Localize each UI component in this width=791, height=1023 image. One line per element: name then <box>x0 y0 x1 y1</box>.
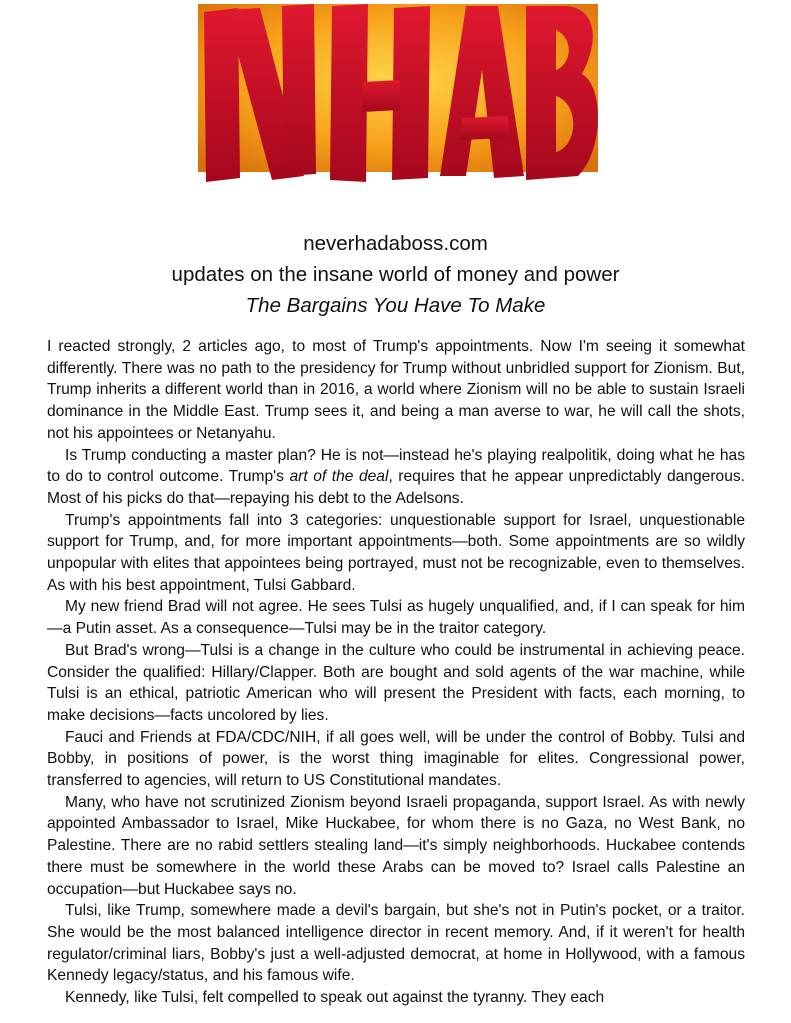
site-tagline: updates on the insane world of money and power <box>171 263 620 286</box>
book-title-art-of-the-deal: art of the deal <box>289 468 389 486</box>
article-paragraph-4: My new friend Brad will not agree. He sees Tulsi as hugely unqualified, and, if I can speak for him—a Putin asset. As a consequence—Tulsi may be in the traitor category. <box>47 598 745 638</box>
article-paragraph-3: Trump's appointments fall into 3 categories: unquestionable support for Israel, unquestionable support for Trump, and, for more important appointments—both. Some appointments are so wildly unpopular with elites that appointees being portrayed, must not be recognizable, even to themselves. As with his best appointment, Tulsi Gabbard. <box>47 511 745 594</box>
nhab-logo-graphic <box>194 0 602 185</box>
article-paragraph-8: Tulsi, like Trump, somewhere made a devil's bargain, but she's not in Putin's pocket, or a traitor. She would be the most balanced intelligence director in recent memory. And, if it weren't for health regulator/criminal liars, Bobby's just a well-adjusted democrat, at home in Hollywood, with a famous Kennedy legacy/status, and his famous wife. <box>47 902 745 985</box>
article-paragraph-9: Kennedy, like Tulsi, felt compelled to speak out against the tyranny. They each <box>65 989 605 1007</box>
logo-letter-b <box>526 6 598 180</box>
paragraph-2-text-end: , requires that he appear unpredictably dangerous. Most of his picks do that—repaying his debt to the Adelsons. <box>47 468 745 507</box>
article-paragraph-7: Many, who have not scrutinized Zionism beyond Israeli propaganda, support Israel. As with newly appointed Ambassador to Israel, Mike Huckabee, for whom there is no Gaza, no West Bank, no Palestine. There are no rabid settlers stealing land—it's simply neighborhoods. Huckabee contends there must be somewhere in the world these Arabs can be moved to? Israel calls Palestine an occupation—but Huckabee says no. <box>47 793 745 898</box>
site-logo[interactable] <box>194 0 602 185</box>
article-paragraph-6: Fauci and Friends at FDA/CDC/NIH, if all goes well, will be under the control of Bobby. Tulsi and Bobby, in positions of power, is the worst thing imaginable for elites. Congressional power, transferred to agencies, will return to US Constitutional mandates. <box>47 728 745 790</box>
article-body <box>47 336 745 1009</box>
site-url[interactable]: neverhadaboss.com <box>303 232 488 255</box>
article-paragraph-5: But Brad's wrong—Tulsi is a change in the culture who could be instrumental in achieving peace. Consider the qualified: Hillary/Clapper. Both are bought and sold agents of the war machine, while Tulsi is an ethical, patriotic American who will present the President with facts, each morning, to make decisions—facts uncolored by lies. <box>47 641 745 724</box>
article-paragraph-1: I reacted strongly, 2 articles ago, to most of Trump's appointments. Now I'm seeing it somewhat differently. There was no path to the presidency for Trump without unbridled support for Zionism. But, Trump inherits a different world than in 2016, a world where Zionism will no be able to sustain Israeli dominance in the Middle East. Trump sees it, and being a man averse to war, he will call the shots, not his appointees or Netanyahu. <box>47 338 745 442</box>
paragraph-2-text-start: Is Trump conducting a master plan? He is not—instead he's playing realpolitik, doing what he has to do to control outcome. Trump's <box>47 446 745 486</box>
masthead <box>0 228 791 321</box>
article-paragraph-2 <box>47 445 745 510</box>
article-title: The Bargains You Have To Make <box>245 294 546 317</box>
